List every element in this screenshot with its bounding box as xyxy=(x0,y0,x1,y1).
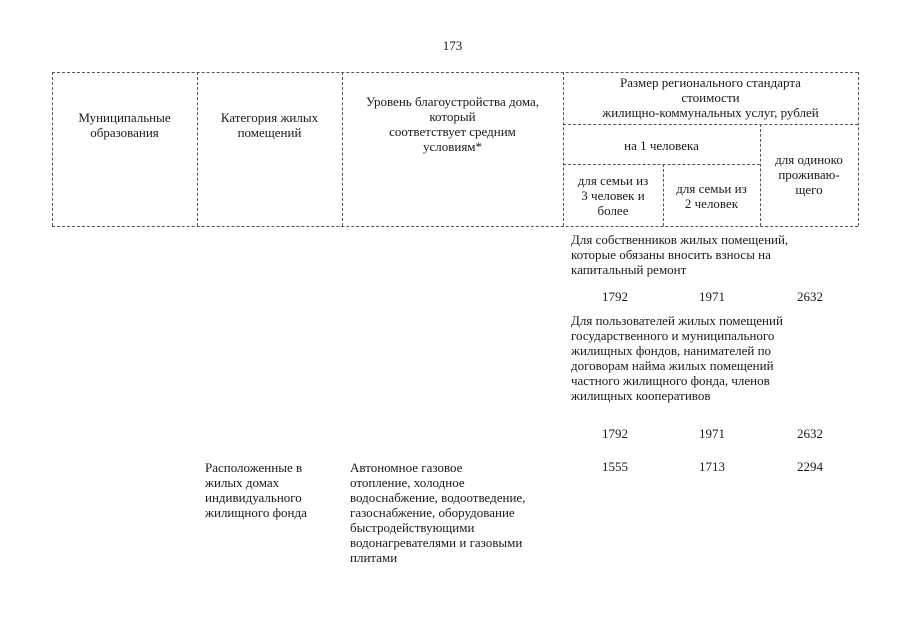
row-family3-value: 1555 xyxy=(602,459,628,474)
page-number: 173 xyxy=(442,38,463,53)
section-owners-family3-value: 1792 xyxy=(602,289,628,304)
header-amenities: Уровень благоустройства дома, который соответствует средним условиям* xyxy=(365,94,540,154)
header-category: Категория жилых помещений xyxy=(220,110,319,140)
section-users-caption: Для пользователей жилых помещений государственного и муниципального жилищных фондов, нанимателей по договорам найма жилых помещений частного жилищного фонда, членов жилищных кооперативов xyxy=(571,313,783,403)
header-per-person: на 1 человека xyxy=(624,138,699,153)
row-single-value: 2294 xyxy=(797,459,823,474)
section-owners-single-value: 2632 xyxy=(797,289,823,304)
header-regional-standard: Размер регионального стандарта стоимости жилищно-коммунальных услуг, рублей xyxy=(602,75,819,120)
header-single-resident: для одиноко проживаю- щего xyxy=(775,152,843,197)
row-amenities: Автономное газовое отопление, холодное водоснабжение, водоотведение, газоснабжение, оборудование быстродействующими водонагревателями и газовыми плитами xyxy=(350,460,526,565)
section-owners-caption: Для собственников жилых помещений, которые обязаны вносить взносы на капитальный ремонт xyxy=(571,232,789,277)
header-family-2: для семьи из 2 человек xyxy=(676,181,747,211)
section-users-family2-value: 1971 xyxy=(699,426,725,441)
section-users-single-value: 2632 xyxy=(797,426,823,441)
row-category: Расположенные в жилых домах индивидуального жилищного фонда xyxy=(205,460,307,520)
header-municipalities: Муниципальные образования xyxy=(78,110,171,140)
header-family-3: для семьи из 3 человек и более xyxy=(577,173,649,218)
section-owners-family2-value: 1971 xyxy=(699,289,725,304)
section-users-family3-value: 1792 xyxy=(602,426,628,441)
row-family2-value: 1713 xyxy=(699,459,725,474)
